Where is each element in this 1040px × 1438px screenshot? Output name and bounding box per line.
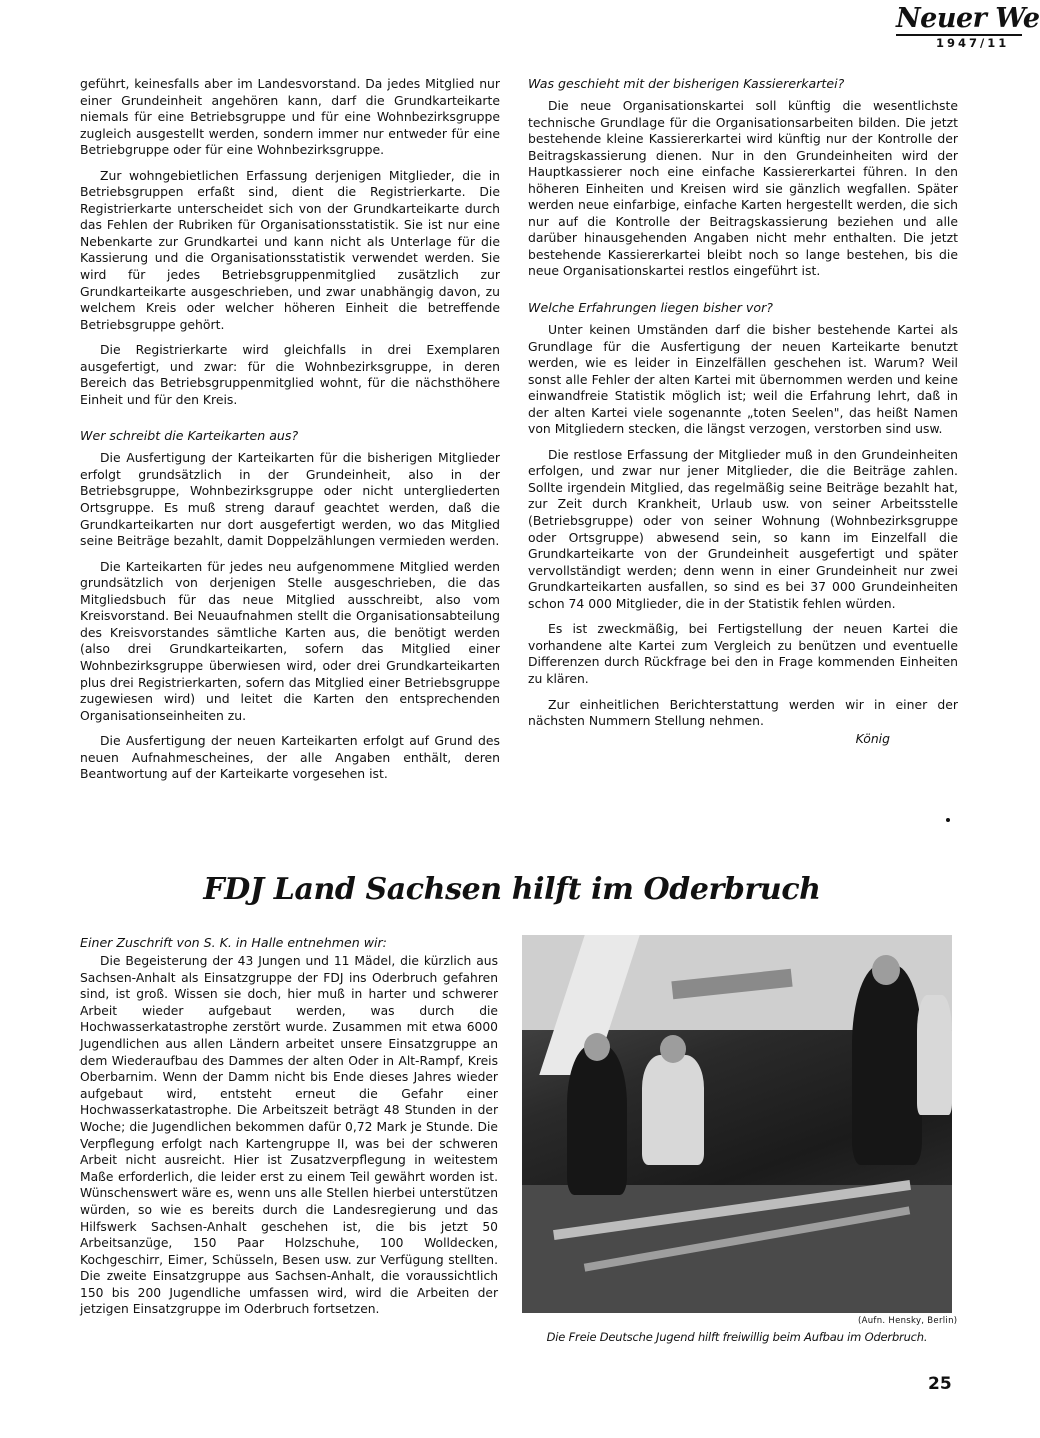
paragraph: Zur wohngebietlichen Erfassung derjenigen Mitglieder, die in Betriebsgruppen erfaßt sind, dient die Registrierkarte. Die Registrierkarte unterscheidet sich von der Grundkarteikarte durch das Fehlen der Rubriken für Organisationsstatistik. Sie ist nur eine Nebenkarte zur Grundkartei und kann nicht als Unterlage für die Kassierung und die Organisationsstatistik verwendet werden. Sie wird für jedes Betriebsgruppenmitglied zusätzlich zur Grundkarteikarte ausgeschrieben, und zwar unabhängig davon, zu welchem Kreis oder welcher höheren Einheit die betreffende Betriebsgruppe gehört. bbox=[80, 167, 500, 332]
end-mark bbox=[946, 818, 950, 822]
photo-caption: Die Freie Deutsche Jugend hilft freiwillig beim Aufbau im Oderbruch. bbox=[546, 1330, 928, 1344]
article-column bbox=[80, 935, 498, 1327]
paragraph: Die Ausfertigung der Karteikarten für die bisherigen Mitglieder erfolgt grundsätzlich in der Grundeinheit, also in der Betriebsgruppe, Wohnbezirksgruppe oder nicht untergliederten Ortsgruppe. Es muß streng darauf geachtet werden, daß die Grundkarteikarten nur dort ausgefertigt werden, wo das Mitglied seine Beiträge bezahlt, damit Doppelzählungen vermieden werden. bbox=[80, 450, 500, 549]
article-headline: FDJ Land Sachsen hilft im Oderbruch bbox=[203, 872, 821, 907]
article-photo bbox=[522, 935, 952, 1313]
paragraph: Die restlose Erfassung der Mitglieder muß in den Grundeinheiten erfolgen, und zwar nur jener Mitglieder, die die Beiträge zahlen. Sollte irgendein Mitglied, das regelmäßig seine Beiträge bezahlt hat, zur Zeit durch Krankheit, Urlaub usw. von seiner Arbeitsstelle (Betriebsgruppe) oder von seiner Wohnung (Wohnbezirksgruppe oder Ortsgruppe) abwesend sein, so kann im Einzelfall die Grundkarteikarte von der Grundeinheit ausgefertigt und später vervollständigt werden; denn wenn in einer Grundeinheit nur zwei Grundkarteikarten ausfallen, so sind es bei 37 000 Grundeinheiten schon 74 000 Mitglieder, die in der Statistik fehlen würden. bbox=[528, 446, 958, 611]
paragraph: Die Registrierkarte wird gleichfalls in drei Exemplaren ausgefertigt, und zwar: für die Wohnbezirksgruppe, in deren Bereich das Betriebsgruppenmitglied wohnt, für die nächsthöhere Einheit und für den Kreis. bbox=[80, 342, 500, 407]
paragraph: Die Karteikarten für jedes neu aufgenommene Mitglied werden grundsätzlich von derjenigen Stelle ausgeschrieben, die das Mitgliedsbuch für das neue Mitglied ausschreibt, also vom Kreisvorstand. Bei Neuaufnahmen stellt die Organisationsabteilung des Kreisvorstandes sämtliche Karten aus, die benötigt werden (also drei Grundkarteikarten, sofern das Mitglied einer Wohnbezirksgruppe überwiesen wird, oder drei Grundkarteikarten plus drei Registrierkarten, sofern das Mitglied einer Betriebsgruppe zugewiesen wird) und leitet die Karten den entsprechenden Organisationseinheiten zu. bbox=[80, 558, 500, 723]
author-signature: König bbox=[855, 730, 890, 746]
left-column bbox=[80, 76, 500, 792]
section-heading: Was geschieht mit der bisherigen Kassiererkartei? bbox=[528, 76, 845, 91]
paragraph: Unter keinen Umständen darf die bisher bestehende Kartei als Grundlage für die Ausfertigung der neuen Karteikarte benutzt werden, wie es leider in Einzelfällen geschehen ist. Warum? Weil sonst alle Fehler der alten Kartei mit übernommen werden und keine einwandfreie Statistik möglich ist; weil die Erfahrung lehrt, daß in der alten Kartei viele sogenannte „toten Seelen", das heißt Namen von Mitgliedern stecken, die längst verzogen, verstorben sind usw. bbox=[528, 322, 958, 437]
page-number: 25 bbox=[928, 1374, 952, 1394]
paragraph: geführt, keinesfalls aber im Landesvorstand. Da jedes Mitglied nur einer Grundeinheit angehören kann, darf die Grundkarteikarte niemals für eine Betriebsgruppe und für eine Wohnbezirksgruppe zugleich ausgestellt werden, sondern immer nur entweder für eine Betriebgruppe oder für eine Wohnbezirksgruppe. bbox=[80, 76, 500, 158]
article-intro: Einer Zuschrift von S. K. in Halle entnehmen wir: bbox=[80, 935, 387, 950]
issue-number: 1947/11 bbox=[936, 36, 1010, 50]
photo-credit: (Aufn. Hensky, Berlin) bbox=[858, 1316, 958, 1326]
masthead bbox=[896, 3, 1040, 51]
article-body: Die Begeisterung der 43 Jungen und 11 Mädel, die kürzlich aus Sachsen-Anhalt als Einsatzgruppe der FDJ ins Oderbruch gefahren sind, ist groß. Wissen sie doch, hier muß in harter und schwerer Arbeit wieder aufgebaut werden, was durch die Hochwasserkatastrophe zerstört wurde. Zusammen mit etwa 6000 Jugendlichen aus allen Ländern arbeitet unsere Einsatzgruppe an dem Wiederaufbau des Dammes der alten Oder in Alt-Rampf, Kreis Oberbarnim. Wenn der Damm nicht bis Ende dieses Jahres wieder aufgebaut wird, entsteht erneut die Gefahr einer Hochwasserkatastrophe. Die Arbeitszeit beträgt 48 Stunden in der Woche; die Jugendlichen bekommen dafür 0,72 Mark je Stunde. Die Verpflegung erfolgt nach Kartengruppe II, was bei der schweren Arbeit nicht ausreicht. Hier ist Zusatzverpflegung in weitestem Maße erforderlich, die leider erst zu einem Teil gewährt worden ist. Wünschenswert wäre es, wenn uns alle Stellen hierbei unterstützen würden, so wie es bereits durch die Landesregierung und das Hilfswerk Sachsen-Anhalt geschehen ist, die bis jetzt 50 Arbeitsanzüge, 150 Paar Holzschuhe, 100 Wolldecken, Kochgeschirr, Eimer, Schüsseln, Besen usw. zur Verfügung stellten. Die zweite Einsatzgruppe aus Sachsen-Anhalt, die voraussichtlich 150 bis 200 Jugendliche umfassen wird, wird die Arbeiten der jetzigen Einsatzgruppe im Oderbruch fortsetzen. bbox=[80, 954, 498, 1317]
publication-title: Neuer We bbox=[896, 3, 1040, 34]
paragraph: Zur einheitlichen Berichterstattung werden wir in einer der nächsten Nummern Stellung nehmen. bbox=[528, 696, 958, 729]
paragraph: Die neue Organisationskartei soll künftig die wesentlichste technische Grundlage für die Organisationsarbeiten bilden. Die jetzt bestehende kleine Kassiererkartei wird künftig nur der Kontrolle der Beitragskassierung dienen. Nur in den Grundeinheiten wird der Hauptkassierer noch eine einfache Kassiererkartei führen. In den höheren Einheiten und Kreisen wird sie gänzlich wegfallen. Später werden neue einfarbige, einfache Karten hergestellt werden, die sich nur auf die Kontrolle der Beitragskassierung beziehen und alle darüber hinausgehenden Angaben nicht mehr enthalten. Die jetzt bestehende Kassiererkartei bleibt noch so lange bestehen, bis die neue Organisationskartei restlos eingeführt ist. bbox=[528, 98, 958, 279]
section-heading: Wer schreibt die Karteikarten aus? bbox=[80, 428, 299, 444]
paragraph: Es ist zweckmäßig, bei Fertigstellung der neuen Kartei die vorhandene alte Kartei zum Vergleich zu benützen und eventuelle Differenzen durch Rückfrage bei den in Frage kommenden Einheiten zu klären. bbox=[528, 621, 958, 686]
paragraph: Die Ausfertigung der neuen Karteikarten erfolgt auf Grund des neuen Aufnahmescheines, der alle Angaben enthält, deren Beantwortung auf der Karteikarte vorgesehen ist. bbox=[80, 733, 500, 782]
section-heading: Welche Erfahrungen liegen bisher vor? bbox=[528, 300, 773, 316]
right-column bbox=[528, 76, 958, 747]
